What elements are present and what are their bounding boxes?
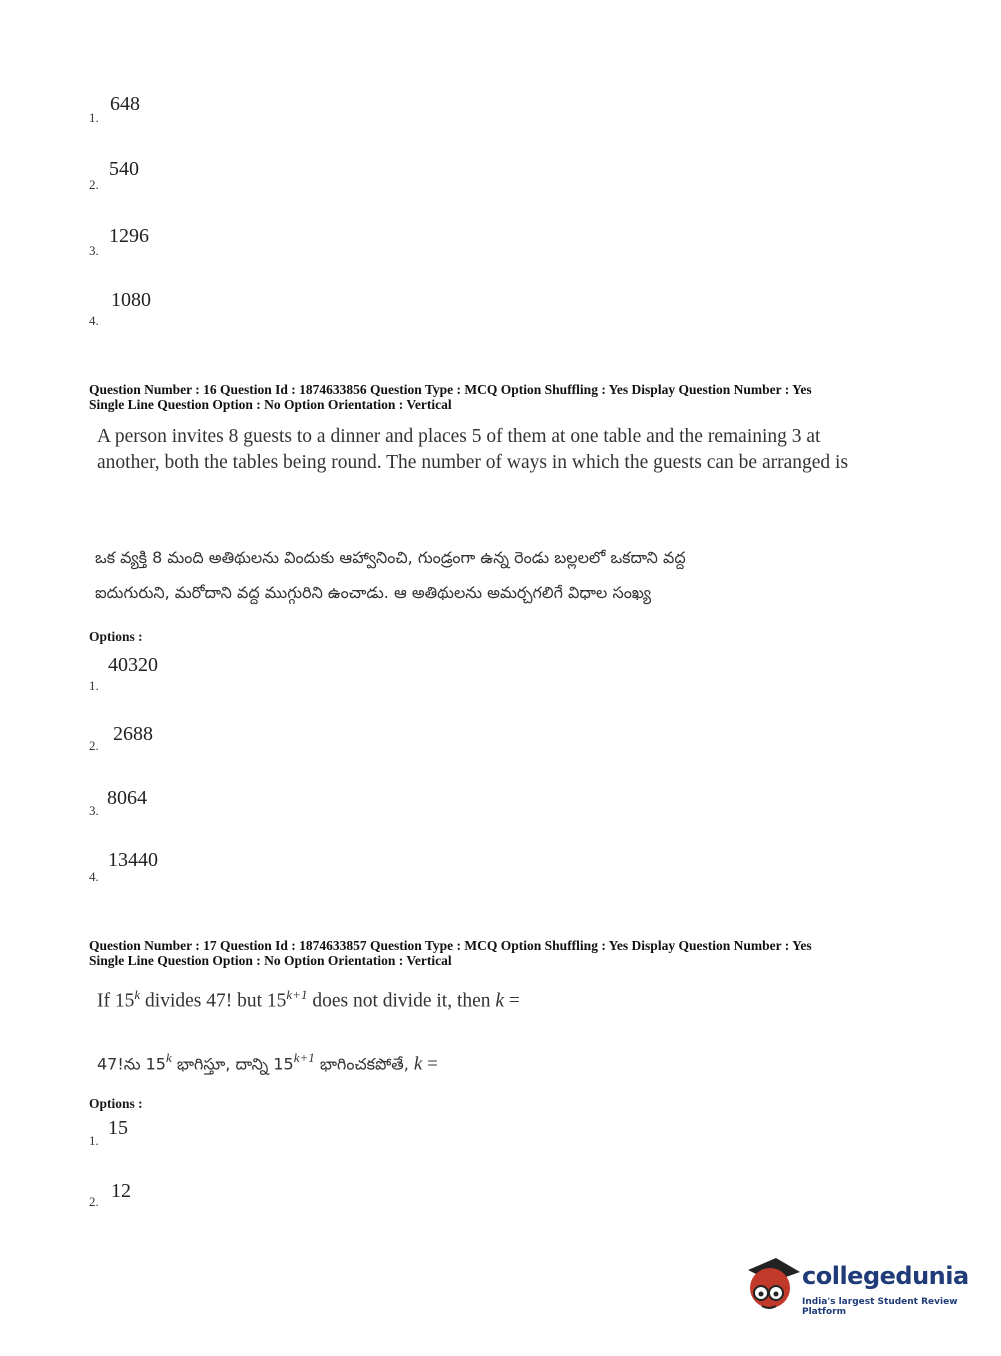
options-label: Options : — [89, 1096, 143, 1111]
question-16-text-english: A person invites 8 guests to a dinner and places 5 of them at one table and the remaining 3 at another, both the tables being round. The number of ways in which the guests can be arranged is — [97, 426, 849, 473]
variable: k — [413, 1053, 423, 1075]
option-number: 3. — [89, 803, 99, 818]
option-value: 12 — [111, 1180, 131, 1202]
question-meta-line: Question Number : 16 Question Id : 1874633856 Question Type : MCQ Option Shuffling : Yes Display Question Number : Yes — [89, 382, 812, 397]
options-label: Options : — [89, 629, 143, 644]
text-fragment: divides 47! but 15 — [140, 990, 287, 1012]
variable: k — [495, 990, 505, 1012]
option-value: 1296 — [109, 225, 149, 247]
brand-name: collegedunia — [802, 1262, 969, 1290]
exponent: k — [134, 987, 141, 1002]
option-number: 3. — [89, 243, 99, 258]
text-fragment: = — [504, 990, 520, 1012]
brand-tagline: India's largest Student Review Platform — [802, 1297, 958, 1317]
question-meta-line: Question Number : 17 Question Id : 1874633857 Question Type : MCQ Option Shuffling : Yes Display Question Number : Yes — [89, 938, 812, 953]
option-number: 1. — [89, 110, 99, 125]
mascot-icon — [742, 1250, 802, 1320]
option-value: 648 — [110, 93, 140, 115]
option-value: 15 — [108, 1117, 128, 1139]
text-fragment: భాగిస్తూ, దాన్ని 15 — [171, 1054, 294, 1074]
exponent: k+1 — [293, 1050, 315, 1065]
option-value: 40320 — [108, 654, 158, 676]
exponent: k — [166, 1050, 172, 1065]
collegedunia-logo[interactable] — [742, 1250, 972, 1320]
text-fragment: = — [422, 1053, 438, 1075]
option-number: 2. — [89, 738, 99, 753]
question-16-text-telugu-line2: ఐదుగురుని, మరోదాని వద్ద ముగ్గురిని ఉంచాడు. ఆ అతిథులను అమర్చగలిగే విధాల సంఖ్య — [95, 583, 652, 602]
option-number: 4. — [89, 313, 99, 328]
option-number: 1. — [89, 678, 99, 693]
option-value: 1080 — [111, 289, 151, 311]
question-17-meta — [89, 938, 812, 968]
question-17-text-telugu — [97, 1050, 438, 1077]
text-fragment: భాగించకపోతే, — [314, 1054, 414, 1074]
exponent: k+1 — [286, 987, 308, 1002]
option-number: 2. — [89, 177, 99, 192]
option-number: 2. — [89, 1194, 99, 1209]
question-meta-line: Single Line Question Option : No Option Orientation : Vertical — [89, 397, 452, 412]
option-number: 1. — [89, 1133, 99, 1148]
option-value: 2688 — [113, 723, 153, 745]
option-value: 540 — [109, 158, 139, 180]
question-17-text-english — [97, 982, 520, 1015]
text-fragment: does not divide it, then — [307, 990, 496, 1012]
text-fragment: 47!ను 15 — [97, 1054, 166, 1074]
option-value: 8064 — [107, 787, 147, 809]
option-value: 13440 — [108, 849, 158, 871]
question-16-text-telugu-line1: ఒక వ్యక్తి 8 మంది అతిథులను విందుకు ఆహ్వానించి, గుండ్రంగా ఉన్న రెండు బల్లలలో ఒకదాని వద్ద — [95, 548, 686, 567]
question-16-meta — [89, 382, 812, 412]
text-fragment: If 15 — [97, 990, 135, 1012]
question-meta-line: Single Line Question Option : No Option Orientation : Vertical — [89, 953, 452, 968]
option-number: 4. — [89, 869, 99, 884]
